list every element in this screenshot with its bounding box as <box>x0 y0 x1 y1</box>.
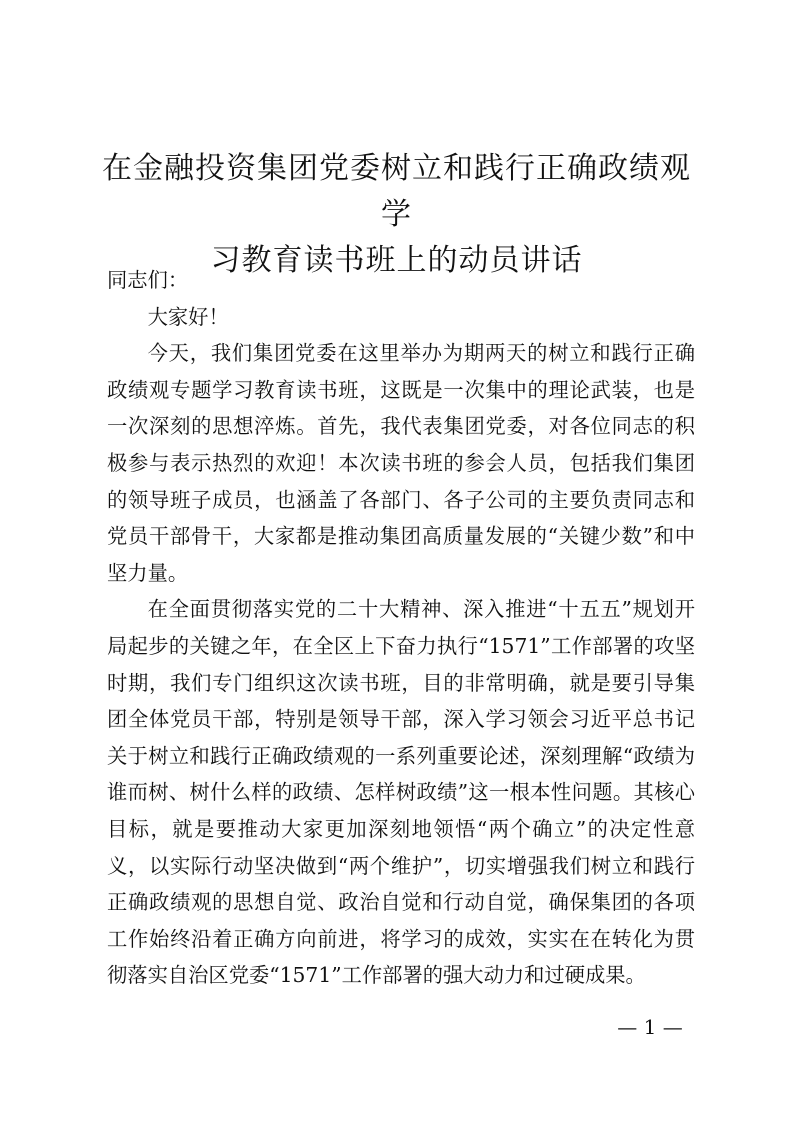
paragraph-1: 今天，我们集团党委在这里举办为期两天的树立和践行正确政绩观专题学习教育读书班，这既是一次集中的理论武装，也是一次深刻的思想淬炼。首先，我代表集团党委，对各位同志的积极参与表示热烈的欢迎！本次读书班的参会人员，包括我们集团的领导班子成员，也涵盖了各部门、各子公司的主要负责同志和党员干部骨干，大家都是推动集团高质量发展的“关键少数”和中坚力量。 <box>107 341 695 585</box>
salutation: 同志们： <box>107 268 189 292</box>
title-line-1: 在金融投资集团党委树立和践行正确政绩观学 <box>102 151 691 232</box>
page-number: — 1 — <box>617 1015 683 1039</box>
document-body <box>107 262 695 994</box>
paragraph-2: 在全面贯彻落实党的二十大精神、深入推进“十五五”规划开局起步的关键之年，在全区上下奋力执行“1571”工作部署的攻坚时期，我们专门组织这次读书班，目的非常明确，就是要引导集团全体党员干部，特别是领导干部，深入学习领会习近平总书记关于树立和践行正确政绩观的一系列重要论述，深刻理解“政绩为谁而树、树什么样的政绩、怎样树政绩”这一根本性问题。其核心目标，就是要推动大家更加深刻地领悟“两个确立”的决定性意义，以实际行动坚决做到“两个维护”，切实增强我们树立和践行正确政绩观的思想自觉、政治自觉和行动自觉，确保集团的各项工作始终沿着正确方向前进，将学习的成效，实实在在转化为贯彻落实自治区党委“1571”工作部署的强大动力和过硬成果。 <box>107 597 695 988</box>
title-line-2: 习教育读书班上的动员讲话 <box>210 243 583 278</box>
greeting: 大家好！ <box>147 304 229 329</box>
